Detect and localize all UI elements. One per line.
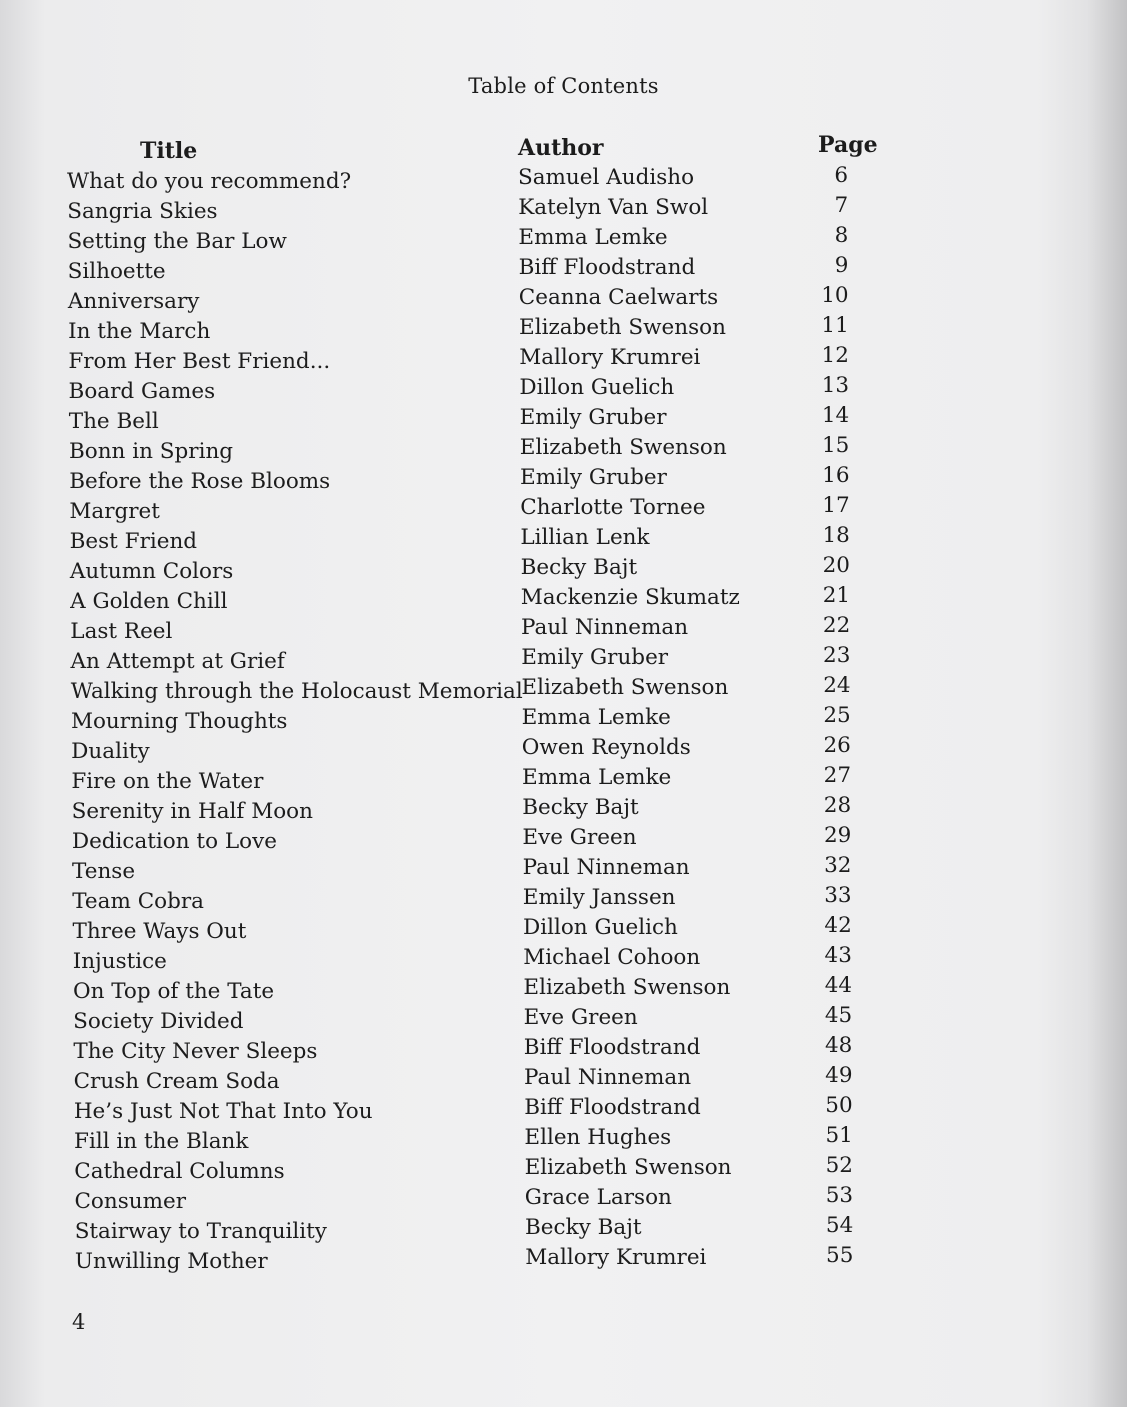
entry-author: Paul Ninneman xyxy=(524,1065,692,1090)
entry-author: Dillon Guelich xyxy=(523,915,678,940)
entry-title: Board Games xyxy=(68,379,216,404)
entry-title: Duality xyxy=(71,739,150,764)
entry-author: Biff Floodstrand xyxy=(524,1095,701,1120)
entry-author: Elizabeth Swenson xyxy=(524,1155,732,1180)
entry-title: Unwilling Mother xyxy=(74,1249,268,1274)
entry-title: The Bell xyxy=(68,409,159,434)
entry-page: 45 xyxy=(824,1003,853,1028)
entry-author: Emma Lemke xyxy=(521,705,671,730)
entry-page: 14 xyxy=(821,403,850,428)
entry-author: Lillian Lenk xyxy=(520,525,650,550)
entry-page: 55 xyxy=(826,1243,854,1268)
entry-title: Fill in the Blank xyxy=(74,1129,249,1154)
page-title: Table of Contents xyxy=(468,74,659,98)
entry-author: Mallory Krumrei xyxy=(525,1245,707,1270)
entry-page: 22 xyxy=(822,613,851,638)
entry-author: Grace Larson xyxy=(524,1185,672,1210)
entry-title: Tense xyxy=(72,859,136,884)
entry-author: Eve Green xyxy=(522,825,637,850)
entry-author: Elizabeth Swenson xyxy=(519,315,726,340)
entry-page: 21 xyxy=(822,583,851,608)
entry-author: Emily Janssen xyxy=(522,885,676,910)
entry-author: Emily Gruber xyxy=(520,465,667,490)
entry-title: A Golden Chill xyxy=(70,589,228,614)
entry-page: 8 xyxy=(834,223,849,248)
entry-title: Society Divided xyxy=(73,1009,244,1034)
page-number: 4 xyxy=(72,1310,86,1334)
entry-title: In the March xyxy=(68,319,211,344)
entry-title: Cathedral Columns xyxy=(74,1159,285,1184)
entry-page: 26 xyxy=(823,733,851,758)
entry-page: 12 xyxy=(821,343,849,368)
entry-title: An Attempt at Grief xyxy=(70,649,285,674)
entry-page: 51 xyxy=(825,1123,853,1148)
entry-page: 25 xyxy=(823,703,851,728)
entry-author: Biff Floodstrand xyxy=(523,1035,701,1060)
entry-author: Ellen Hughes xyxy=(524,1125,672,1150)
entry-title: Anniversary xyxy=(67,289,200,314)
entry-page: 6 xyxy=(834,163,848,188)
column-header-title: Title xyxy=(140,138,198,164)
entry-title: Serenity in Half Moon xyxy=(71,799,313,824)
entry-author: Emily Gruber xyxy=(519,405,667,430)
entry-title: Margret xyxy=(69,499,160,524)
entry-page: 15 xyxy=(821,433,850,458)
entry-page: 9 xyxy=(834,253,849,278)
entry-title: From Her Best Friend... xyxy=(68,349,331,374)
entry-page: 43 xyxy=(824,943,852,968)
entry-title: What do you recommend? xyxy=(67,169,352,194)
entry-title: Team Cobra xyxy=(72,889,204,914)
entry-page: 53 xyxy=(825,1183,854,1208)
entry-title: He’s Just Not That Into You xyxy=(73,1099,373,1124)
column-header-page: Page xyxy=(818,132,878,158)
entry-title: Mourning Thoughts xyxy=(70,709,288,734)
entry-author: Eve Green xyxy=(523,1005,638,1030)
entry-title: Autumn Colors xyxy=(69,559,234,584)
entry-page: 50 xyxy=(825,1093,853,1118)
entry-page: 32 xyxy=(824,853,852,878)
entry-author: Owen Reynolds xyxy=(521,735,691,760)
entry-author: Elizabeth Swenson xyxy=(519,435,727,460)
entry-title: Before the Rose Blooms xyxy=(69,469,331,494)
entry-title: Crush Cream Soda xyxy=(73,1069,280,1094)
entry-author: Mackenzie Skumatz xyxy=(520,585,740,610)
entry-page: 13 xyxy=(821,373,850,398)
entry-page: 48 xyxy=(824,1033,853,1058)
entry-title: Setting the Bar Low xyxy=(67,229,287,254)
entry-page: 16 xyxy=(822,463,850,488)
entry-page: 27 xyxy=(823,763,851,788)
entry-author: Biff Floodstrand xyxy=(518,255,696,280)
entry-title: Three Ways Out xyxy=(72,919,247,944)
entry-title: On Top of the Tate xyxy=(72,979,275,1004)
entry-title: Walking through the Holocaust Memorial xyxy=(70,679,523,704)
entry-title: Dedication to Love xyxy=(71,829,277,854)
entry-author: Ceanna Caelwarts xyxy=(518,285,719,310)
entry-author: Samuel Audisho xyxy=(518,165,695,190)
entry-author: Emma Lemke xyxy=(518,225,668,250)
entry-author: Emily Gruber xyxy=(521,645,669,670)
entry-page: 17 xyxy=(822,493,850,518)
column-header-author: Author xyxy=(518,135,604,161)
entry-title: Best Friend xyxy=(69,529,198,554)
entry-page: 18 xyxy=(822,523,850,548)
entry-author: Becky Bajt xyxy=(525,1215,642,1240)
entry-page: 24 xyxy=(823,673,851,698)
entry-title: Silhoette xyxy=(67,259,166,284)
entry-author: Michael Cohoon xyxy=(523,945,701,970)
entry-author: Becky Bajt xyxy=(522,795,639,820)
entry-title: Last Reel xyxy=(70,619,173,644)
entry-page: 42 xyxy=(824,913,852,938)
entry-author: Katelyn Van Swol xyxy=(518,195,709,220)
entry-author: Charlotte Tornee xyxy=(520,495,706,520)
entry-author: Paul Ninneman xyxy=(522,855,690,880)
entry-author: Dillon Guelich xyxy=(519,375,675,400)
entry-title: Stairway to Tranquility xyxy=(74,1219,327,1244)
entry-author: Mallory Krumrei xyxy=(519,345,701,370)
entry-page: 20 xyxy=(822,553,850,578)
entry-author: Emma Lemke xyxy=(522,765,672,790)
entry-title: Bonn in Spring xyxy=(68,439,234,464)
entry-page: 7 xyxy=(834,193,849,218)
entry-title: Consumer xyxy=(74,1189,186,1214)
entry-page: 28 xyxy=(823,793,852,818)
entry-author: Becky Bajt xyxy=(520,555,638,580)
entry-page: 23 xyxy=(823,643,851,668)
entry-author: Elizabeth Swenson xyxy=(523,975,731,1000)
entry-author: Elizabeth Swenson xyxy=(521,675,729,700)
entry-page: 33 xyxy=(824,883,852,908)
entry-page: 54 xyxy=(825,1213,854,1238)
entry-title: Fire on the Water xyxy=(71,769,264,794)
entry-title: Sangria Skies xyxy=(67,199,218,224)
entry-title: The City Never Sleeps xyxy=(73,1039,318,1064)
entry-page: 29 xyxy=(823,823,852,848)
entry-page: 52 xyxy=(825,1153,853,1178)
entry-page: 44 xyxy=(824,973,853,998)
entry-page: 10 xyxy=(821,283,849,308)
entry-title: Injustice xyxy=(72,949,167,974)
entry-page: 11 xyxy=(821,313,849,338)
entry-author: Paul Ninneman xyxy=(521,615,689,640)
entry-page: 49 xyxy=(825,1063,853,1088)
